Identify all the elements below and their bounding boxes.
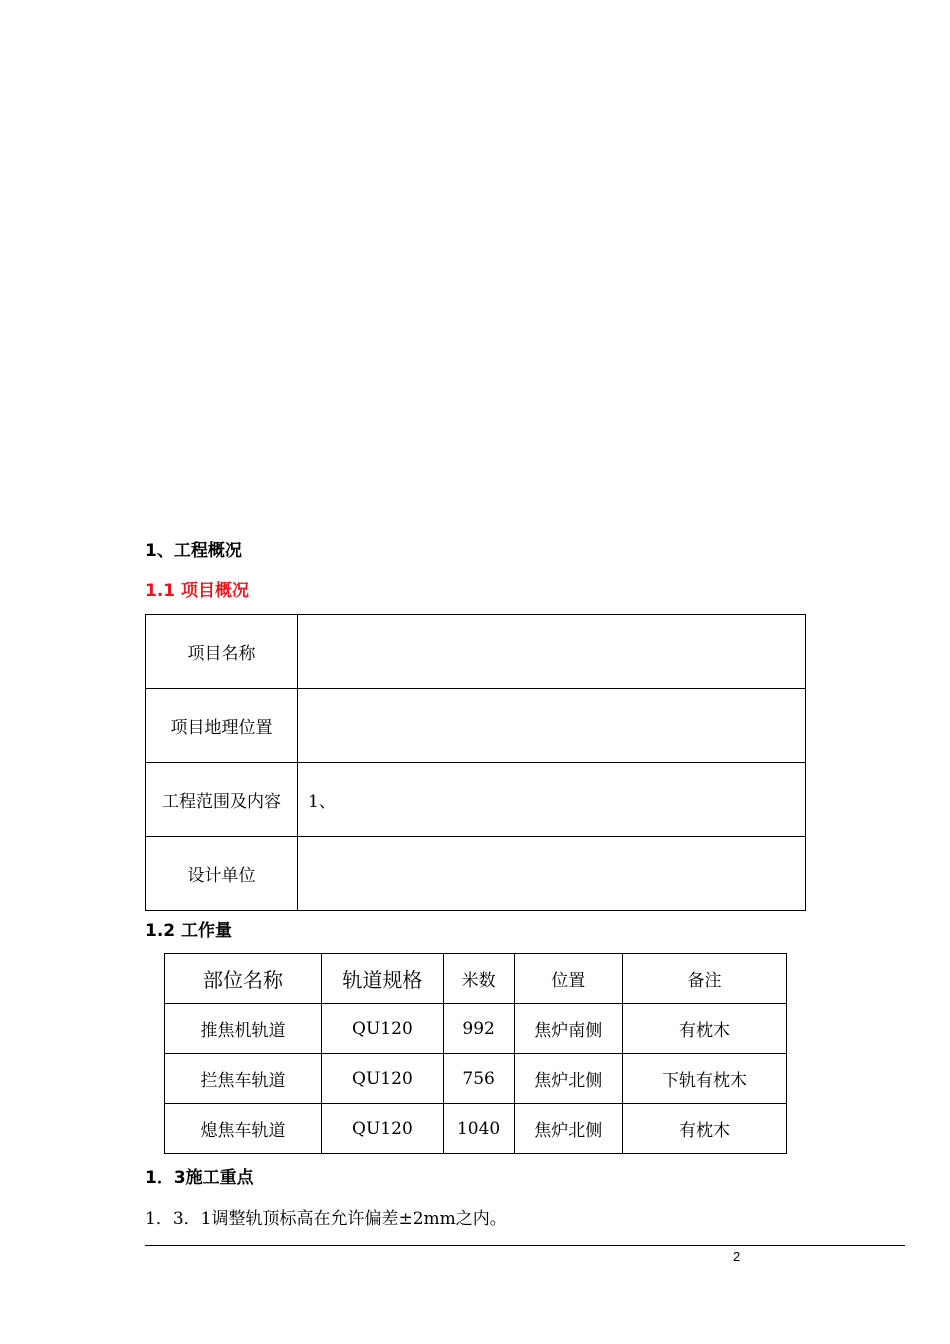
table-cell: 拦焦车轨道 bbox=[165, 1054, 322, 1104]
workload-table bbox=[164, 953, 787, 1154]
table-header-cell: 备注 bbox=[622, 954, 786, 1004]
project-summary-table bbox=[145, 614, 806, 911]
subsection-heading-workload: 1.2 工作量 bbox=[145, 921, 233, 941]
table-header-row bbox=[165, 954, 787, 1004]
table-cell: 992 bbox=[443, 1004, 514, 1054]
page-number: 2 bbox=[733, 1249, 741, 1264]
table-row bbox=[165, 1054, 787, 1104]
table-cell: 焦炉北侧 bbox=[514, 1054, 622, 1104]
table-cell: 有枕木 bbox=[622, 1104, 786, 1154]
table-header-cell: 部位名称 bbox=[165, 954, 322, 1004]
table-row bbox=[165, 1004, 787, 1054]
table-cell-label: 设计单位 bbox=[146, 837, 298, 911]
table-cell: 焦炉南侧 bbox=[514, 1004, 622, 1054]
table-header-cell: 位置 bbox=[514, 954, 622, 1004]
table-cell-value bbox=[298, 837, 806, 911]
table-row bbox=[146, 615, 806, 689]
table-header-cell: 轨道规格 bbox=[322, 954, 444, 1004]
table-cell: 推焦机轨道 bbox=[165, 1004, 322, 1054]
table-cell-value: 1、 bbox=[298, 763, 806, 837]
table-cell: 756 bbox=[443, 1054, 514, 1104]
table-cell: 1040 bbox=[443, 1104, 514, 1154]
table-cell-label: 项目地理位置 bbox=[146, 689, 298, 763]
footer-divider bbox=[145, 1245, 905, 1246]
table-cell: QU120 bbox=[322, 1104, 444, 1154]
table-cell: QU120 bbox=[322, 1004, 444, 1054]
table-header-cell: 米数 bbox=[443, 954, 514, 1004]
table-row bbox=[165, 1104, 787, 1154]
table-row bbox=[146, 689, 806, 763]
subsection-heading-construction-focus: 1．3施工重点 bbox=[145, 1168, 254, 1188]
table-row bbox=[146, 763, 806, 837]
paragraph-item: 1．3．1调整轨顶标高在允许偏差±2mm之内。 bbox=[145, 1209, 507, 1229]
section-heading-project-overview: 1、工程概况 bbox=[145, 541, 242, 561]
table-cell: 有枕木 bbox=[622, 1004, 786, 1054]
table-cell: 熄焦车轨道 bbox=[165, 1104, 322, 1154]
table-cell-value bbox=[298, 689, 806, 763]
subsection-heading-project-summary: 1.1 项目概况 bbox=[145, 581, 250, 601]
table-cell-value bbox=[298, 615, 806, 689]
table-cell: 下轨有枕木 bbox=[622, 1054, 786, 1104]
table-cell-label: 工程范围及内容 bbox=[146, 763, 298, 837]
table-cell-label: 项目名称 bbox=[146, 615, 298, 689]
table-cell: QU120 bbox=[322, 1054, 444, 1104]
table-row bbox=[146, 837, 806, 911]
table-cell: 焦炉北侧 bbox=[514, 1104, 622, 1154]
